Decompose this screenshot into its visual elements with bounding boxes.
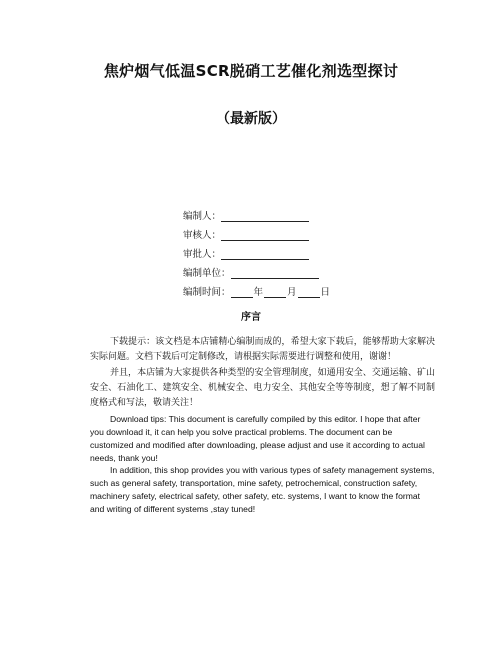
date-label: 编制时间： (183, 287, 231, 298)
reviewer-label: 审核人： (183, 230, 222, 241)
approver-label: 审批人： (183, 249, 222, 260)
year-blank (231, 285, 253, 298)
meta-row-reviewer (183, 226, 331, 245)
month-blank (264, 285, 286, 298)
approver-blank (221, 247, 309, 260)
document-subtitle: （最新版） (216, 111, 286, 127)
preface-cn-paragraph-1: 下载提示：该文档是本店铺精心编制而成的，希望大家下载后，能够帮助大家解决实际问题。文档下载后可定制修改，请根据实际需要进行调整和使用，谢谢！ (90, 337, 435, 362)
unit-blank (231, 266, 319, 279)
meta-block (183, 207, 331, 302)
meta-row-approver (183, 245, 331, 264)
day-blank (298, 285, 320, 298)
meta-row-unit (183, 264, 331, 283)
day-label: 日 (320, 287, 331, 298)
preface-en-paragraph-2: In addition, this shop provides you with various types of safety management systems, such as general safety, transportation, mine safety, petrochemical, construction safety, machinery safety, electrical safety, other safety, etc. systems, I want to know the format and writing of different systems ,stay tuned! (90, 465, 435, 514)
document-title: 焦炉烟气低温SCR脱硝工艺催化剂选型探讨 (103, 62, 399, 80)
editor-blank (221, 209, 309, 222)
meta-row-editor (183, 207, 331, 226)
reviewer-blank (221, 228, 309, 241)
preface-en-paragraph-1: Download tips: This document is carefully compiled by this editor. I hope that after you download it, it can help you solve practical problems. The document can be customized and modified after downloading, please adjust and use it according to actual needs, thank you! (90, 414, 425, 463)
year-label: 年 (253, 287, 264, 298)
editor-label: 编制人： (183, 211, 222, 222)
month-label: 月 (287, 287, 297, 298)
preface-cn-paragraph-2: 并且，本店铺为大家提供各种类型的安全管理制度，如通用安全、交通运输、矿山安全、石油化工、建筑安全、机械安全、电力安全、其他安全等等制度，想了解不同制度格式和写法，敬请关注！ (90, 368, 435, 408)
meta-row-date (183, 283, 331, 302)
preface-heading: 序言 (241, 312, 261, 323)
unit-label: 编制单位： (183, 268, 231, 279)
